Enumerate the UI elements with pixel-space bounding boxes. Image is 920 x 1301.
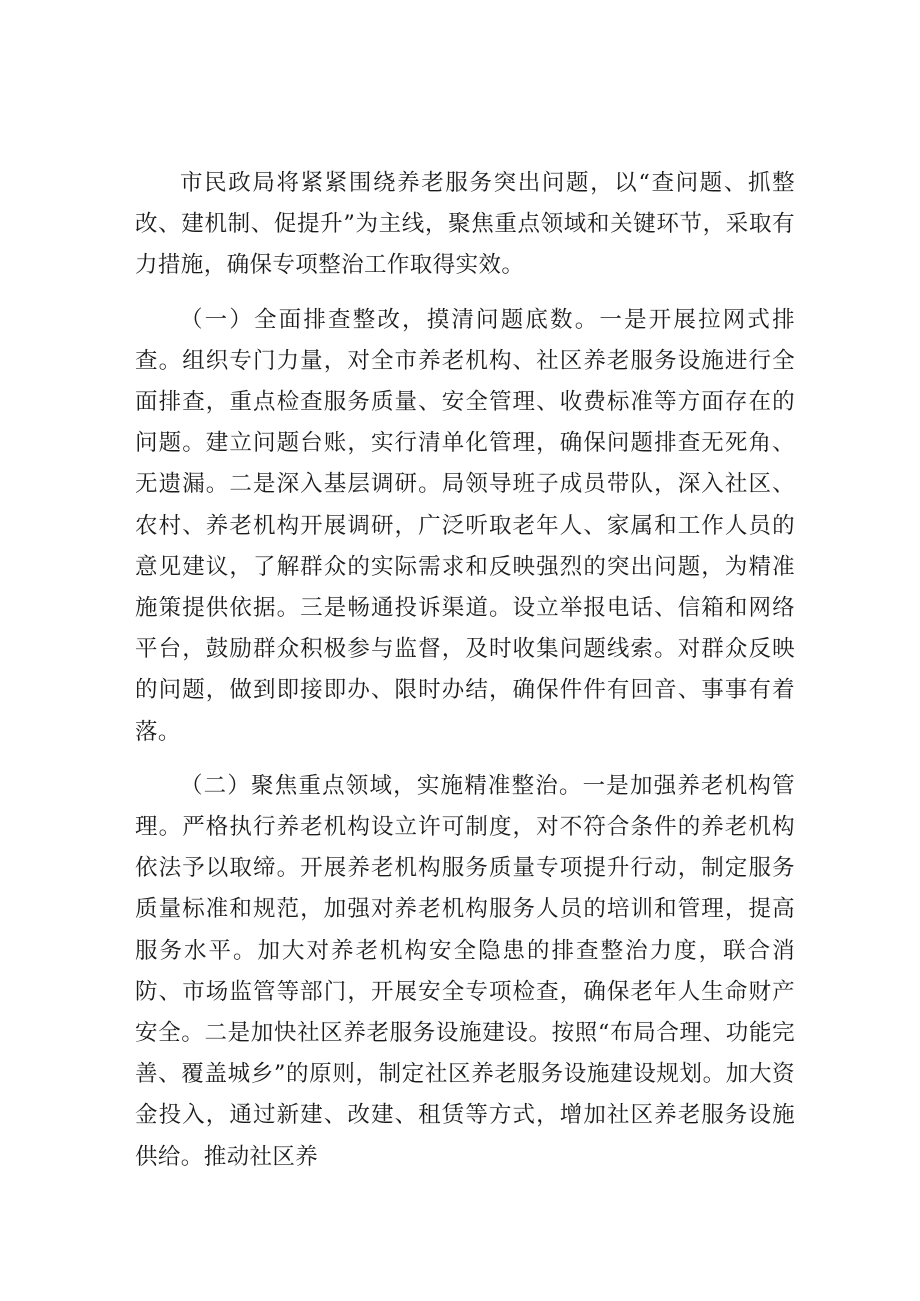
- document-body: [135, 163, 795, 1178]
- paragraph-intro: 市民政局将紧紧围绕养老服务突出问题，以“查问题、抓整改、建机制、促提升”为主线，聚焦重点领域和关键环节，采取有力措施，确保专项整治工作取得实效。: [135, 170, 795, 279]
- paragraph-section-2: （二）聚焦重点领域，实施精准整治。一是加强养老机构管理。严格执行养老机构设立许可制度，对不符合条件的养老机构依法予以取缔。开展养老机构服务质量专项提升行动，制定服务质量标准和规范，加强对养老机构服务人员的培训和管理，提高服务水平。加大对养老机构安全隐患的排查整治力度，联合消防、市场监管等部门，开展安全专项检查，确保老年人生命财产安全。二是加快社区养老服务设施建设。按照“布局合理、功能完善、覆盖城乡”的原则，制定社区养老服务设施建设规划。加大资金投入，通过新建、改建、租赁等方式，增加社区养老服务设施供给。推动社区养: [135, 772, 795, 1170]
- paragraph-section-1: （一）全面排查整改，摸清问题底数。一是开展拉网式排查。组织专门力量，对全市养老机构、社区养老服务设施进行全面排查，重点检查服务质量、安全管理、收费标准等方面存在的问题。建立问题台账，实行清单化管理，确保问题排查无死角、无遗漏。二是深入基层调研。局领导班子成员带队，深入社区、农村、养老机构开展调研，广泛听取老年人、家属和工作人员的意见建议，了解群众的实际需求和反映强烈的突出问题，为精准施策提供依据。三是畅通投诉渠道。设立举报电话、信箱和网络平台，鼓励群众积极参与监督，及时收集问题线索。对群众反映的问题，做到即接即办、限时办结，确保件件有回音、事事有着落。: [135, 306, 795, 745]
